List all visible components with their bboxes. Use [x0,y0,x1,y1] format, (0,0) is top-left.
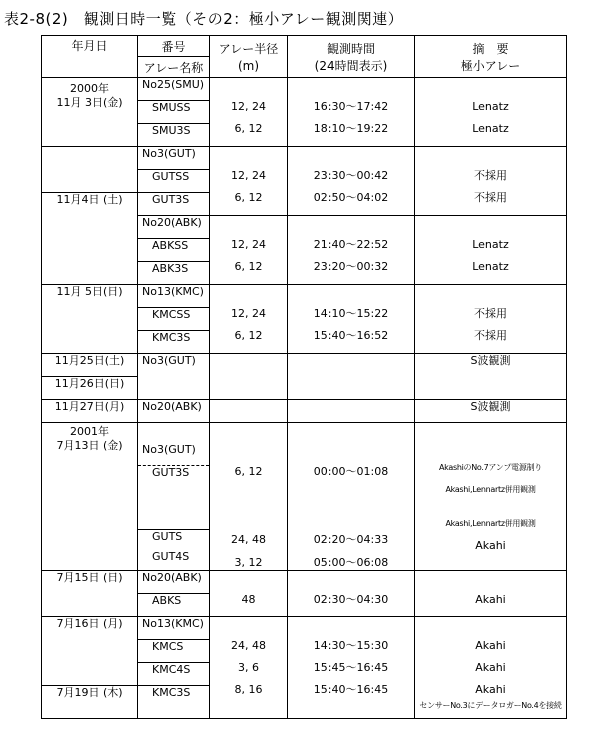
time-cell: 18:10〜19:22 [313,122,389,135]
radius-cell: 6, 12 [234,260,263,273]
date-cell: 2000年 11月 3日(金) [42,78,138,147]
site-cell: No13(KMC) [138,285,210,308]
date-cell: 7月15日 (日) [42,571,138,617]
array-name-cell: GUTSS [138,170,210,193]
radius-cell: 6, 12 [234,122,263,135]
date-cell: 11月26日(日) [42,377,138,400]
note-cell: S波観測 [415,400,567,423]
array-name-cell: SMUSS [138,101,210,124]
time-cell: 05:00〜06:08 [313,556,389,569]
radius-cell: 24, 48 [231,639,266,652]
site-cell: No20(ABK) [138,400,210,423]
time-cell: 15:40〜16:45 [313,683,389,696]
note-cell: Lenatz [472,260,509,273]
radius-cell: 6, 12 [234,191,263,204]
time-cell: 14:30〜15:30 [313,639,389,652]
array-name-cell: KMC3S [138,331,210,354]
radius-cell: 6, 12 [234,465,263,478]
time-cell: 02:30〜04:30 [313,593,389,606]
header-time: 観測時間 (24時間表示) [288,36,415,78]
array-name-cell: KMC3S [138,686,210,709]
note-cell: センサーNo.3にデータロガーNo.4を接続 [419,701,562,710]
site-cell: No20(ABK) [138,216,210,239]
radius-cell: 12, 24 [231,307,266,320]
site-cell: No20(ABK) [138,571,210,594]
array-name-cell: GUTS [138,530,210,550]
radius-cell: 8, 16 [234,683,263,696]
header-note: 摘 要 極小アレー [415,36,567,78]
note-cell: Lenatz [472,238,509,251]
note-cell: Akashi,Lennartz併用観測 [445,485,536,494]
note-cell: Akahi [475,683,506,696]
date-cell: 11月 5日(日) [42,285,138,354]
site-cell: No3(GUT) [138,423,210,466]
time-cell: 23:30〜00:42 [313,169,389,182]
array-name-cell: ABK3S [138,262,210,285]
note-cell: Akahi [475,539,506,552]
header-radius: アレー半径 (m) [210,36,288,78]
site-cell: No13(KMC) [138,617,210,640]
note-cell: 不採用 [474,329,507,342]
array-name-cell: ABKS [138,594,210,617]
note-cell: Lenatz [472,100,509,113]
date-cell: 11月25日(土) [42,354,138,377]
note-cell: Akashi,Lennartz併用観測 [445,519,536,528]
radius-cell: 3, 6 [238,661,259,674]
note-cell: Akahi [475,639,506,652]
array-name-cell: KMC4S [138,663,210,686]
time-cell: 15:45〜16:45 [313,661,389,674]
date-cell: 7月19日 (木) [42,686,138,719]
radius-cell: 24, 48 [231,533,266,546]
time-cell: 02:50〜04:02 [313,191,389,204]
array-name-cell: GUT3S [138,465,210,530]
page-title: 表2-8(2) 観測日時一覧（その2：極小アレー観測関連） [4,10,404,28]
date-cell: 7月16日 (月) [42,617,138,686]
note-cell: S波観測 [415,354,567,400]
date-cell: 11月4日 (土) [42,193,138,285]
time-cell: 21:40〜22:52 [313,238,389,251]
observation-table [41,35,567,719]
radius-cell: 12, 24 [231,100,266,113]
site-cell: No3(GUT) [138,147,210,170]
array-name-cell: KMCSS [138,308,210,331]
date-cell: 11月27日(月) [42,400,138,423]
note-cell: 不採用 [474,169,507,182]
time-cell: 23:20〜00:32 [313,260,389,273]
header-number: 番号 [138,36,210,57]
radius-cell: 48 [241,593,256,606]
note-cell: AkashiのNo.7アンプ電源制り [439,463,542,472]
note-cell: 不採用 [474,307,507,320]
radius-cell: 12, 24 [231,238,266,251]
radius-cell: 12, 24 [231,169,266,182]
site-cell: No3(GUT) [138,354,210,400]
array-name-cell: GUT4S [138,550,210,570]
array-name-cell: SMU3S [138,124,210,147]
header-array-name: アレー名称 [138,57,210,78]
array-name-cell: GUT3S [138,193,210,216]
time-cell: 02:20〜04:33 [313,533,389,546]
table-row [42,78,567,101]
header-date: 年月日 [42,36,138,78]
note-cell: Akahi [475,661,506,674]
time-cell: 16:30〜17:42 [313,100,389,113]
array-name-cell: KMCS [138,640,210,663]
radius-cell: 6, 12 [234,329,263,342]
array-name-cell: ABKSS [138,239,210,262]
date-cell: 2001年 7月13日 (金) [42,423,138,571]
note-cell: 不採用 [474,191,507,204]
time-cell: 00:00〜01:08 [313,465,389,478]
note-cell: Lenatz [472,122,509,135]
time-cell: 14:10〜15:22 [313,307,389,320]
header-row [42,36,567,57]
radius-cell: 3, 12 [234,556,263,569]
time-cell: 15:40〜16:52 [313,329,389,342]
site-cell: No25(SMU) [138,78,210,101]
note-cell: Akahi [475,593,506,606]
